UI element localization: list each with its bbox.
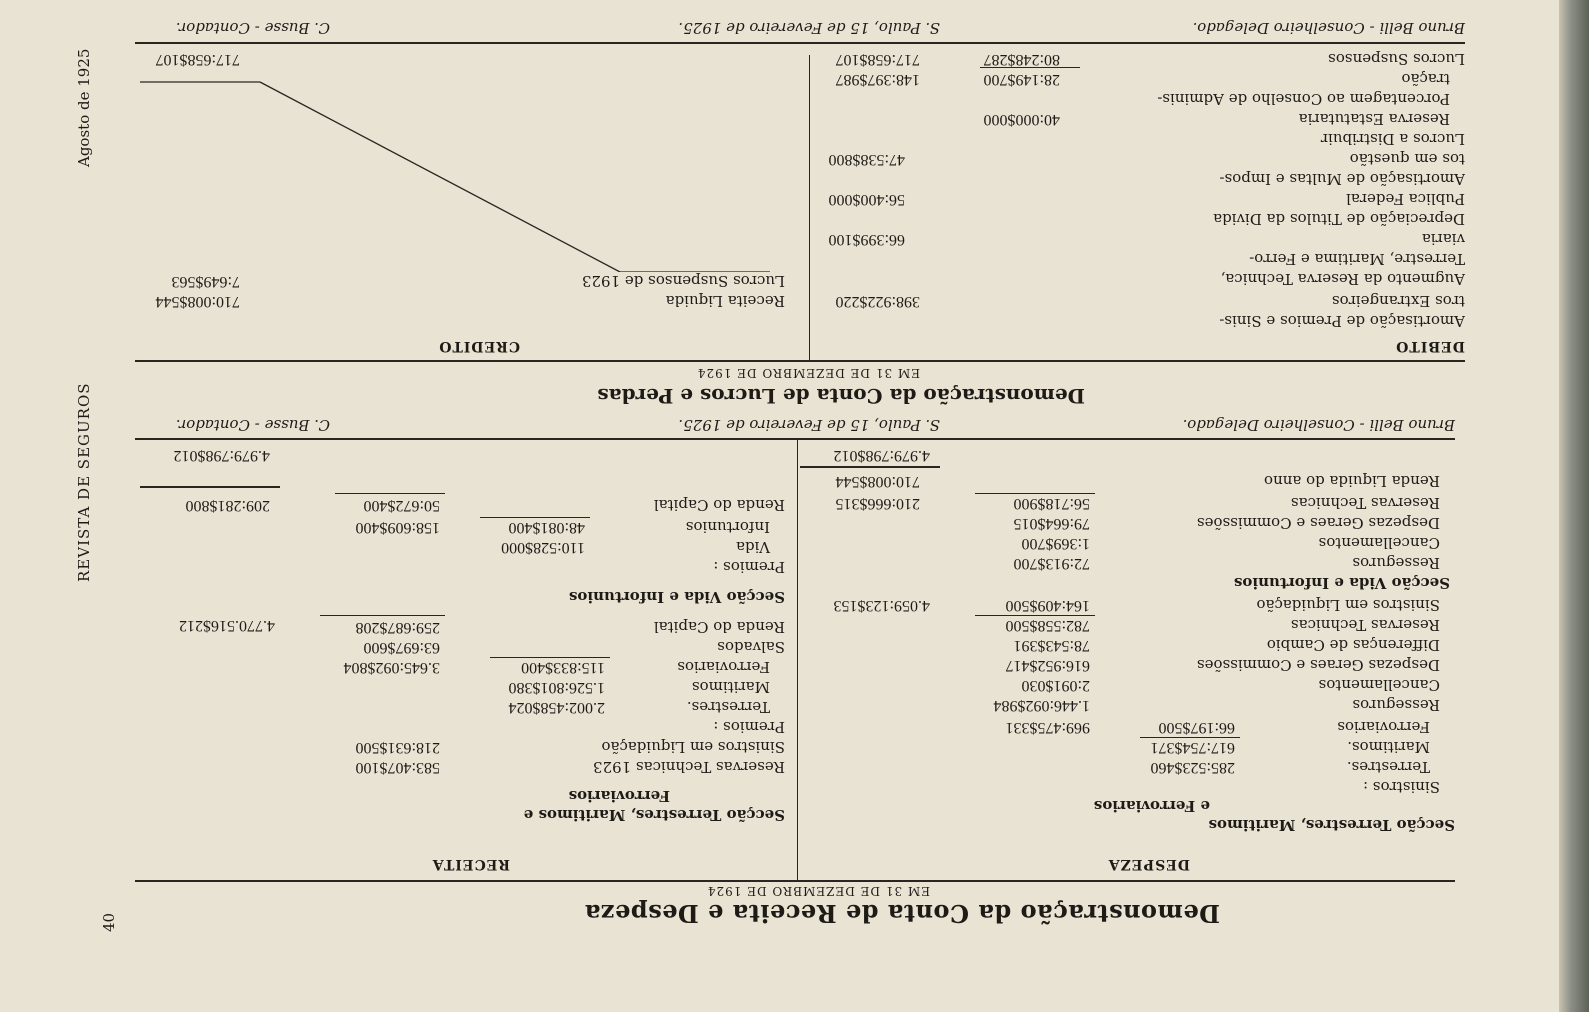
- credit-filler-line: [130, 72, 780, 272]
- expense-maritimos-value: 617:754$371: [1150, 739, 1235, 756]
- sub-rule: [975, 615, 1095, 616]
- debit-depr-label-a: Depreciação de Titulos da Divida: [1213, 210, 1465, 228]
- expense-sinistros-liq-value: 164:409$500: [1005, 597, 1090, 614]
- profit-signature-date: S. Paulo, 15 de Fevereiro de 1925.: [678, 19, 940, 37]
- expense-terrestres-value: 285:523$460: [1150, 759, 1235, 776]
- expense-sinistros-total: 969:475$331: [1005, 719, 1090, 736]
- debit-aug-label-c: viaria: [1421, 230, 1465, 248]
- revenue-grand-total: 4.979:798$012: [173, 447, 270, 464]
- credit-receita-label: Receita Liquida: [665, 292, 785, 310]
- expense-section2-title: Secção Vida e Infortunios: [1233, 574, 1450, 592]
- expense-despezas-value: 616:952$417: [1005, 657, 1090, 674]
- expense-ferroviarios-label: Ferroviarios: [1337, 718, 1430, 736]
- debit-porcent-value: 28:149$700: [983, 71, 1060, 88]
- issue-date: Agosto de 1925: [75, 48, 93, 167]
- sub-rule: [320, 615, 445, 616]
- sub-rule: [480, 517, 590, 518]
- signature-delegate: [1183, 416, 1455, 434]
- debit-suspensos-label: Lucros Suspensos: [1328, 50, 1465, 68]
- expense-ferroviarios-value: 66:197$500: [1158, 719, 1235, 736]
- revenue-reservas-label: Reservas Technicas 1923: [592, 758, 785, 776]
- revenue-salvados-value: 63:697$600: [363, 639, 440, 656]
- revenue-v-infortunios-label: Infortunios: [685, 518, 770, 536]
- page-number: 40: [100, 912, 118, 932]
- sub-rule: [1140, 737, 1240, 738]
- sub-rule: [335, 493, 445, 494]
- debit-amort-label-b: tros Extrangeiros: [1331, 292, 1465, 310]
- profit-signature-delegate: Bruno Belli - Conselheiro Delegado.: [1192, 19, 1465, 37]
- debit-aug-value: 66:399$100: [828, 231, 905, 248]
- debit-suspensos-value: 80:248$287: [983, 51, 1060, 68]
- debit-reserva-label: Reserva Estatutaria: [1298, 110, 1450, 128]
- expense-v-resseguros-label: Resseguros: [1352, 554, 1440, 572]
- expense-section2-total: 210:666$315: [835, 495, 920, 512]
- expense-section1-title-b: e Ferroviarios: [1093, 797, 1210, 815]
- revenue-statement-title: Demonstração da Conta de Receita e Despeza: [584, 899, 1220, 928]
- page-edge: [1559, 0, 1589, 1012]
- expense-maritimos-label: Maritimos.: [1347, 738, 1430, 756]
- expense-despezas-label: Despezas Geraes e Commissões: [1196, 656, 1440, 674]
- debit-amort-label-a: Amortisação de Premios e Sinis-: [1219, 312, 1465, 330]
- revenue-renda-capital-label: Renda do Capital: [653, 618, 785, 636]
- expense-v-cancelamentos-value: 1:369$700: [1021, 535, 1090, 552]
- signature-delegate-text: Bruno Belli - Conselheiro Delegado.: [1182, 416, 1455, 434]
- profit-statement-title: Demonstração da Conta de Lucros e Perdas: [597, 384, 1085, 408]
- debit-amort2-value: 47:538$800: [828, 151, 905, 168]
- revenue-sinistros-label: Sinistros em Liquidação: [601, 738, 785, 756]
- expense-renda-label: Renda Liquida do anno: [1264, 472, 1440, 490]
- profit-signature-accountant: C. Busse - Contador.: [175, 19, 330, 37]
- revenue-renda-capital-value: 259:687$208: [355, 619, 440, 636]
- debit-reserva-value: 40:000$000: [983, 111, 1060, 128]
- revenue-reservas-value: 583:407$100: [355, 759, 440, 776]
- expense-v-despezas-label: Despezas Geraes e Commissões: [1196, 514, 1440, 532]
- revenue-section1-title-b: Ferroviarios: [568, 787, 670, 805]
- revenue-v-premios-total: 158:609$400: [355, 519, 440, 536]
- revenue-v-premios-label: Premios :: [713, 558, 785, 576]
- revenue-maritimos-value: 1.526:801$380: [508, 679, 605, 696]
- revenue-v-renda-label: Renda do Capital: [653, 496, 785, 514]
- revenue-section2-total: 209:281$800: [185, 497, 270, 514]
- expense-sinistros-liq-label: Sinistros em Liquidação: [1256, 596, 1440, 614]
- expense-differencas-label: Differenças de Cambio: [1266, 636, 1440, 654]
- revenue-section1-title-a: Secção Terrestres, Maritimos e: [523, 806, 785, 824]
- debit-heading: DEBITO: [1395, 338, 1465, 354]
- revenue-v-vida-label: Vida: [736, 538, 770, 556]
- debit-aug-label-b: Terrestre, Maritima e Ferro-: [1249, 250, 1465, 268]
- revenue-section2-title: Secção Vida e Infortunios: [568, 588, 785, 606]
- revenue-sinistros-value: 218:631$500: [355, 739, 440, 756]
- revenue-ferroviarios-label: Ferroviarios: [677, 658, 770, 676]
- debit-amort2-label-b: tos em questão: [1349, 150, 1465, 168]
- debit-amort2-label-a: Amortisação de Multas e Impos-: [1219, 170, 1465, 188]
- expense-terrestres-label: Terrestres.: [1346, 758, 1430, 776]
- expense-reservas-label: Reservas Technicas: [1290, 616, 1440, 634]
- journal-title: REVISTA DE SEGUROS: [75, 382, 93, 582]
- signature-date: S. Paulo, 15 de Fevereiro de 1925.: [678, 416, 940, 434]
- debit-depr-value: 56:400$000: [828, 191, 905, 208]
- credit-receita-value: 710:008$544: [155, 293, 240, 310]
- expense-section1-total: 4.059:123$153: [833, 597, 930, 614]
- revenue-heading: RECEITA: [431, 856, 510, 872]
- profit-column-divider: [809, 55, 810, 360]
- debit-amort-value: 398:922$220: [835, 293, 920, 310]
- sub-rule: [490, 657, 610, 658]
- revenue-v-renda-value: 50:672$400: [363, 497, 440, 514]
- expense-reservas-value: 782:558$500: [1005, 617, 1090, 634]
- revenue-terrestres-value: 2.002:458$024: [508, 699, 605, 716]
- expense-resseguros-value: 1.446:092$984: [993, 697, 1090, 714]
- expense-v-despezas-value: 79:664$015: [1013, 515, 1090, 532]
- credit-suspensos-label: Lucros Suspensos de 1923: [581, 272, 785, 290]
- total-rule: [800, 466, 940, 468]
- debit-porcent-label-a: Porcentagem ao Conselho de Adminis-: [1157, 90, 1450, 108]
- revenue-terrestres-label: Terrestres.: [686, 698, 770, 716]
- expense-cancelamentos-value: 2:091$030: [1021, 677, 1090, 694]
- debit-lucros-label: Lucros a Distribuir: [1320, 130, 1465, 148]
- debit-total: 717:658$107: [835, 51, 920, 68]
- sub-rule: [975, 493, 1095, 494]
- expense-renda-value: 710:008$544: [835, 473, 920, 490]
- top-rule: [135, 880, 1455, 882]
- signature-accountant: C. Busse - Contador.: [175, 416, 330, 434]
- debit-aug-label-a: Augmento da Reserva Technica,: [1220, 270, 1465, 288]
- total-rule: [140, 486, 280, 488]
- revenue-v-infortunios-value: 48:081$400: [508, 519, 585, 536]
- revenue-premios-total: 3.645:092$804: [343, 659, 440, 676]
- expense-heading: DESPEZA: [1107, 856, 1190, 872]
- debit-lucros-total: 148:397$987: [835, 71, 920, 88]
- profit-statement-subtitle: EM 31 DE DEZEMBRO DE 1924: [696, 366, 920, 380]
- credit-heading: CREDITO: [438, 338, 520, 354]
- expense-v-resseguros-value: 72:913$700: [1013, 555, 1090, 572]
- debit-porcent-label-b: tração: [1401, 70, 1450, 88]
- revenue-v-vida-value: 110:528$000: [501, 539, 585, 556]
- profit-top-rule: [135, 360, 1465, 362]
- revenue-section1-total: 4.770.516$212: [179, 617, 275, 634]
- expense-grand-total: 4.979:798$012: [833, 447, 930, 464]
- revenue-salvados-label: Salvados: [717, 638, 785, 656]
- debit-depr-label-b: Publica Federal: [1346, 190, 1465, 208]
- expense-sinistros-label: Sinistros :: [1363, 778, 1440, 796]
- revenue-maritimos-label: Maritimos: [691, 678, 770, 696]
- revenue-statement-subtitle: EM 31 DE DEZEMBRO DE 1924: [706, 884, 930, 898]
- expense-v-cancelamentos-label: Cancellamentos: [1318, 534, 1440, 552]
- signature-rule: [135, 438, 1455, 440]
- expense-resseguros-label: Resseguros: [1352, 696, 1440, 714]
- expense-section1-title-a: Secção Terrestres, Maritimos: [1208, 816, 1455, 834]
- revenue-premios-label: Premios :: [713, 718, 785, 736]
- profit-signature-rule: [135, 42, 1465, 44]
- revenue-ferroviarios-value: 115:833$400: [521, 659, 605, 676]
- expense-v-reservas-label: Reservas Technicas: [1290, 494, 1440, 512]
- credit-total: 717:658$107: [155, 51, 240, 68]
- column-divider: [797, 440, 798, 880]
- expense-v-reservas-value: 56:718$900: [1013, 495, 1090, 512]
- expense-differencas-value: 78:543$391: [1013, 637, 1090, 654]
- expense-cancelamentos-label: Cancellamentos: [1318, 676, 1440, 694]
- credit-suspensos-value: 7:649$563: [171, 273, 240, 290]
